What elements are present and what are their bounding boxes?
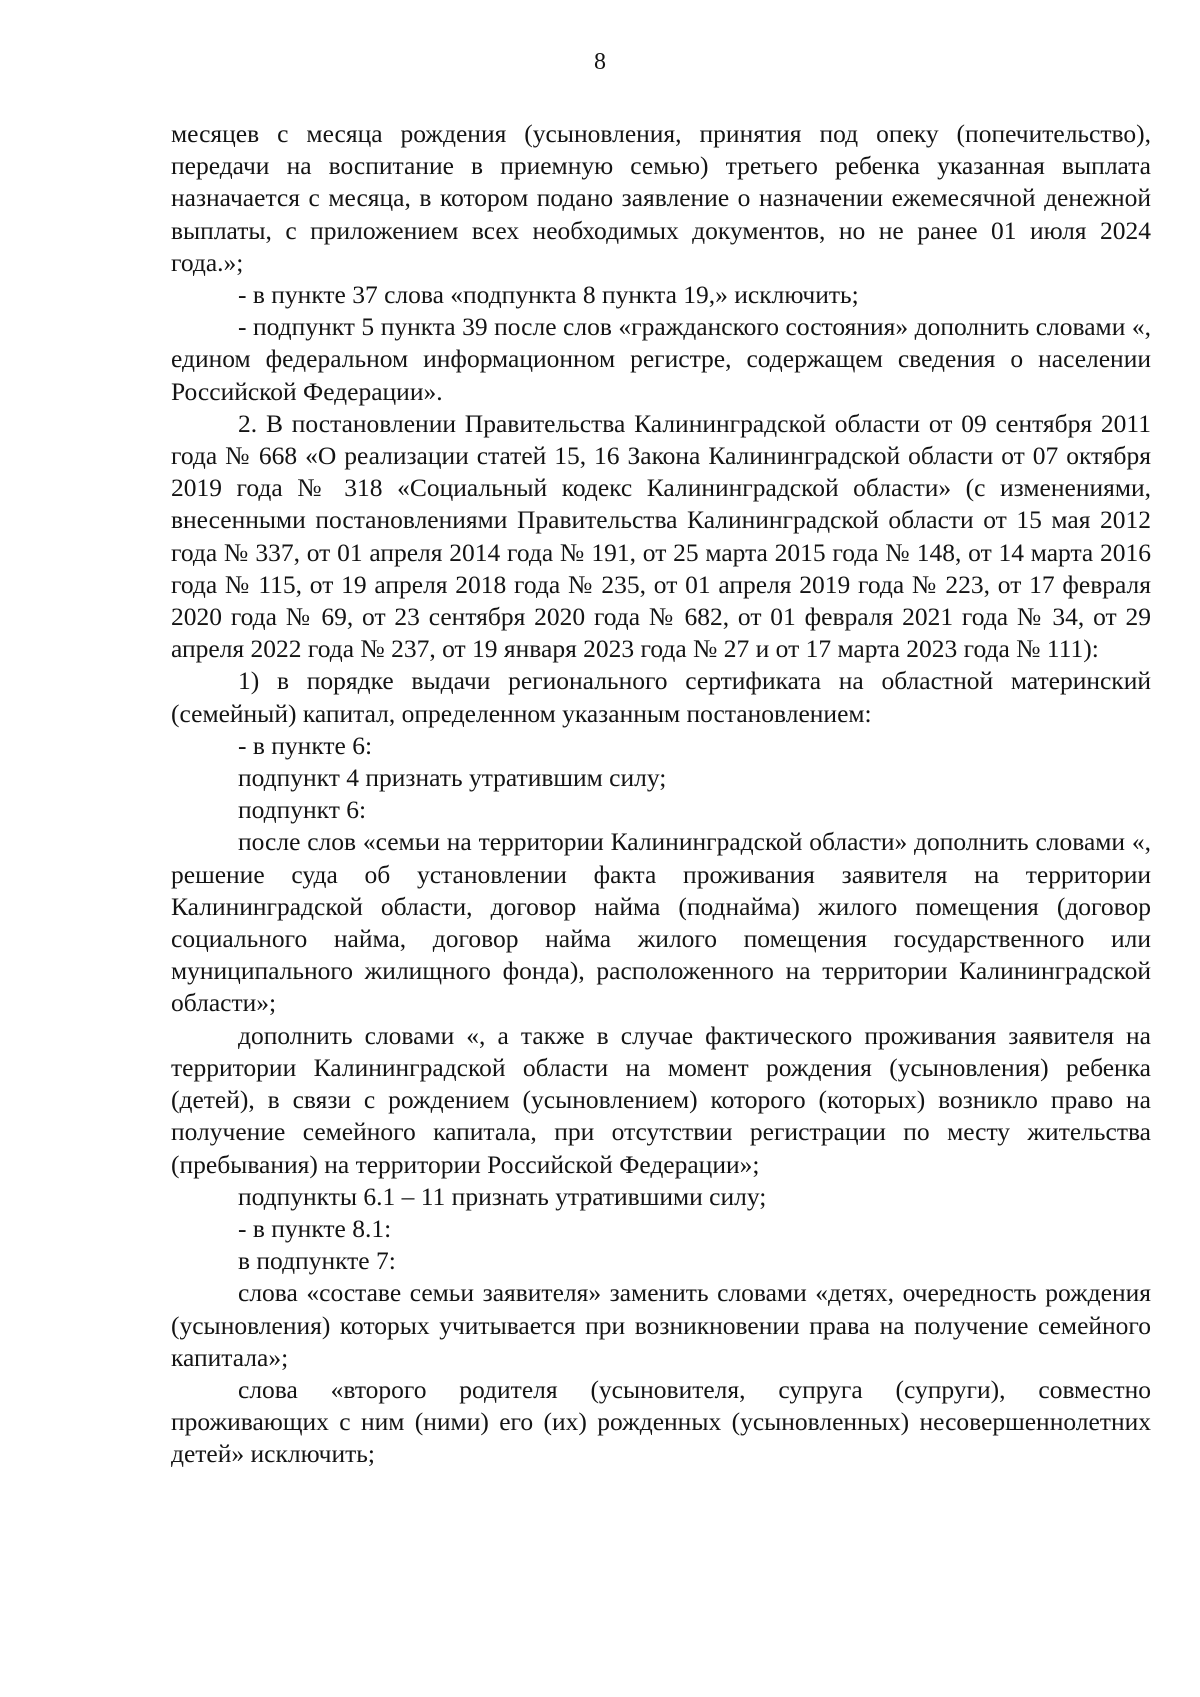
paragraph-subpoints-6-1-11: подпункты 6.1 – 11 признать утратившими силу; (238, 1181, 767, 1211)
paragraph-replace-words: слова «составе семьи заявителя» заменить словами «детях, очередность рождения (усыновления) которых учитывается при возникновении права на получение семейного капитала»; (171, 1278, 1151, 1372)
page-number: 8 (594, 49, 606, 75)
paragraph-supplement: дополнить словами «, а также в случае фактического проживания заявителя на территории Калининградской области на момент рождения (усыновления) ребенка (детей), в связи с рождением (усыновлением) которого (которых) возникло право на получение семейного капитала, при отсутствии регистрации по месту жительства (пребывания) на территории Российской Федерации»; (171, 1020, 1151, 1179)
paragraph-section-2: 2. В постановлении Правительства Калининградской области от 09 сентября 2011 года № 668 «О реализации статей 15, 16 Закона Калининградской области от 07 октября 2019 года № 318 «Социальный кодекс Калининградской области» (с изменениями, внесенными постановлениями Правительства Калининградской области от 15 мая 2012 года № 337, от 01 апреля 2014 года № 191, от 25 марта 2015 года № 148, от 14 марта 2016 года № 115, от 19 апреля 2018 года № 235, от 01 апреля 2019 года № 223, от 17 февраля 2020 года № 69, от 23 сентября 2020 года № 682, от 01 февраля 2021 года № 34, от 29 апреля 2022 года № 237, от 19 января 2023 года № 27 и от 17 марта 2023 года № 111): (171, 408, 1151, 664)
paragraph-point-39: - подпункт 5 пункта 39 после слов «гражданского состояния» дополнить словами «, едином федеральном информационном регистре, содержащем сведения о населении Российской Федерации». (171, 312, 1151, 406)
paragraph-exclude-words: слова «второго родителя (усыновителя, супруга (супруги), совместно проживающих с ним (ними) его (их) рожденных (усыновленных) несовершеннолетних детей» исключить; (171, 1374, 1151, 1469)
paragraph-subpoint-7: в подпункте 7: (238, 1246, 396, 1276)
paragraph-item-1: 1) в порядке выдачи регионального сертификата на областной материнский (семейный) капитал, определенном указанным постановлением: (171, 666, 1151, 728)
paragraph-subpoint-6: подпункт 6: (238, 795, 367, 825)
paragraph-point-37: - в пункте 37 слова «подпункта 8 пункта 19,» исключить; (238, 280, 859, 310)
paragraph-point-6: - в пункте 6: (238, 730, 373, 760)
paragraph-point-8-1: - в пункте 8.1: (238, 1213, 392, 1243)
document-body (171, 118, 1151, 1471)
paragraph-continuation: месяцев с месяца рождения (усыновления, принятия под опеку (попечительство), передачи на воспитание в приемную семью) третьего ребенка указанная выплата назначается с месяца, в котором подано заявление о назначении ежемесячной денежной выплаты, с приложением всех необходимых документов, но не ранее 01 июля 2024 года.»; (171, 119, 1151, 277)
paragraph-after-words: после слов «семьи на территории Калининградской области» дополнить словами «, решение суда об установлении факта проживания заявителя на территории Калининградской области, договор найма (поднайма) жилого помещения (договор социального найма, договор найма жилого помещения государственного или муниципального жилищного фонда), расположенного на территории Калининградской области»; (171, 827, 1151, 1018)
paragraph-subpoint-4: подпункт 4 признать утратившим силу; (238, 763, 667, 793)
